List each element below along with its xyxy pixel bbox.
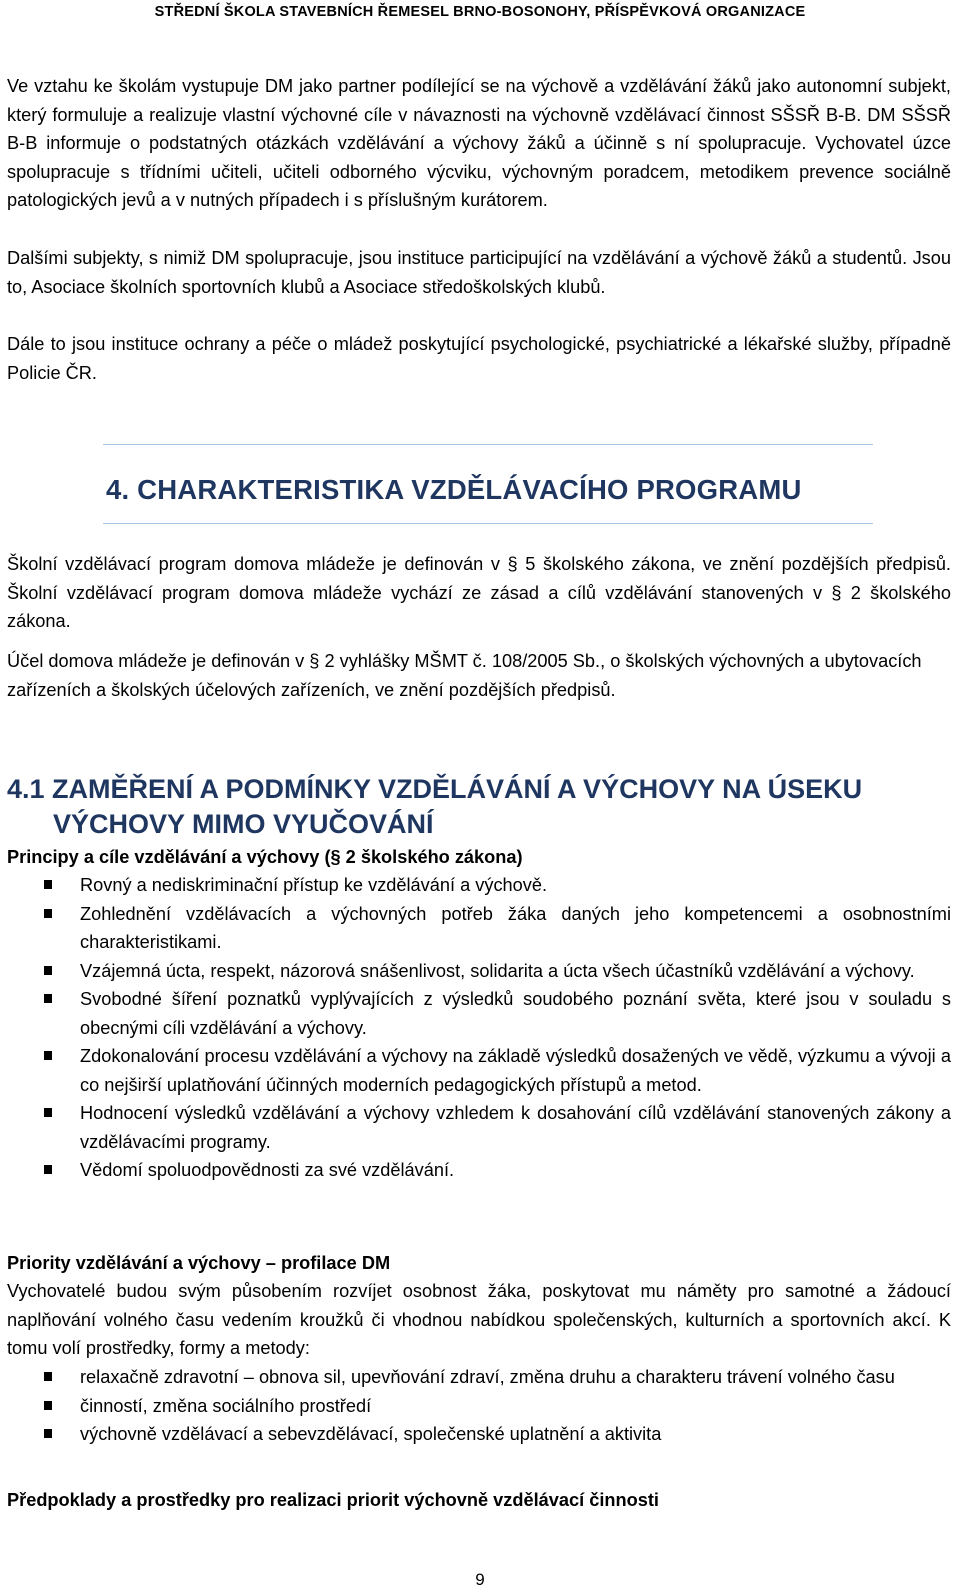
list-item: Rovný a nediskriminační přístup ke vzdělávání a výchově. [7,871,951,900]
list-item: Hodnocení výsledků vzdělávání a výchovy vzhledem k dosahování cílů vzdělávání stanovených zákony a vzdělávacími programy. [7,1099,951,1156]
section-4-title: 4. CHARAKTERISTIKA VZDĚLÁVACÍHO PROGRAMU [106,474,802,505]
section-4-1-title-line1: 4.1 ZAMĚŘENÍ A PODMÍNKY VZDĚLÁVÁNÍ A VÝCHOVY NA ÚSEKU [7,774,863,804]
bullet-icon [44,994,52,1003]
list-item: Zdokonalování procesu vzdělávání a výchovy na základě výsledků dosažených ve vědě, výzkumu a vývoji a co nejširší uplatňování účinných moderních pedagogických přístupů a metod. [7,1042,951,1099]
divider-top [103,444,873,445]
list-item: Vědomí spoluodpovědnosti za své vzdělávání. [7,1156,951,1185]
program-paragraph: Školní vzdělávací program domova mládeže je definován v § 5 školského zákona, ve znění pozdějších předpisů. Školní vzdělávací program domova mládeže vychází ze zásad a cílů vzdělávání stanovených v § 2 školského zákona. [7,554,951,631]
section-4-1-title [7,772,951,842]
list-item: Vzájemná úcta, respekt, názorová snášenlivost, solidarita a úcta všech účastníků vzdělávání a výchovy. [7,957,951,986]
priorities-list [7,1363,951,1449]
bullet-icon [44,1108,52,1117]
principles-heading: Principy a cíle vzdělávání a výchovy (§ 2 školského zákona) [7,847,523,867]
page-number: 9 [475,1570,485,1589]
section-4-1-title-line2: VÝCHOVY MIMO VYUČOVÁNÍ [53,809,434,839]
list-item: Svobodné šíření poznatků vyplývajících z výsledků soudobého poznání světa, které jsou v souladu s obecnými cíli vzdělávání a výchovy. [7,985,951,1042]
bullet-icon [44,1401,52,1410]
principles-list [7,871,951,1185]
subjects-paragraph: Dalšími subjekty, s nimiž DM spolupracuje, jsou instituce participující na vzdělávání a výchově žáků a studentů. Jsou to, Asociace školních sportovních klubů a Asociace středoškolských klubů. [7,248,951,297]
bullet-icon [44,1165,52,1174]
list-item: výchovně vzdělávací a sebevzdělávací, společenské uplatnění a aktivita [7,1420,951,1449]
list-item: Zohlednění vzdělávacích a výchovných potřeb žáka daných jeho kompetencemi a osobnostními charakteristikami. [7,900,951,957]
bullet-icon [44,966,52,975]
prerequisites-heading: Předpoklady a prostředky pro realizaci priorit výchovně vzdělávací činnosti [7,1490,659,1510]
page-header: STŘEDNÍ ŠKOLA STAVEBNÍCH ŘEMESEL BRNO-BOSONOHY, PŘÍSPĚVKOVÁ ORGANIZACE [154,4,806,20]
list-item: relaxačně zdravotní – obnova sil, upevňování zdraví, změna druhu a charakteru trávení volného času [7,1363,951,1392]
bullet-icon [44,880,52,889]
divider-bottom [103,523,873,524]
priorities-heading: Priority vzdělávání a výchovy – profilace DM [7,1253,391,1273]
bullet-icon [44,1051,52,1060]
institutions-paragraph: Dále to jsou instituce ochrany a péče o mládež poskytující psychologické, psychiatrické a lékařské služby, případně Policie ČR. [7,334,951,383]
bullet-icon [44,909,52,918]
purpose-paragraph: Účel domova mládeže je definován v § 2 vyhlášky MŠMT č. 108/2005 Sb., o školských výchovných a ubytovacích zařízeních a školských účelových zařízeních, ve znění pozdějších předpisů. [7,651,922,700]
priorities-paragraph: Vychovatelé budou svým působením rozvíjet osobnost žáka, poskytovat mu náměty pro samotné a žádoucí naplňování volného času vedením kroužků či vhodnou nabídkou společenských, kulturních a sportovních akcí. K tomu volí prostředky, formy a metody: [7,1281,951,1358]
bullet-icon [44,1372,52,1381]
intro-paragraph: Ve vztahu ke školám vystupuje DM jako partner podílející se na výchově a vzdělávání žáků jako autonomní subjekt, který formuluje a realizuje vlastní výchovné cíle v návaznosti na výchovně vzdělávací činnost SŠSŘ B-B. DM SŠSŘ B-B informuje o podstatných otázkách vzdělávání a výchovy žáků a účinně s ní spolupracuje. Vychovatel úzce spolupracuje s třídními učiteli, učiteli odborného výcviku, výchovným poradcem, metodikem prevence sociálně patologických jevů a v nutných případech i s příslušným kurátorem. [7,76,951,210]
bullet-icon [44,1429,52,1438]
list-item: činností, změna sociálního prostředí [7,1392,951,1421]
